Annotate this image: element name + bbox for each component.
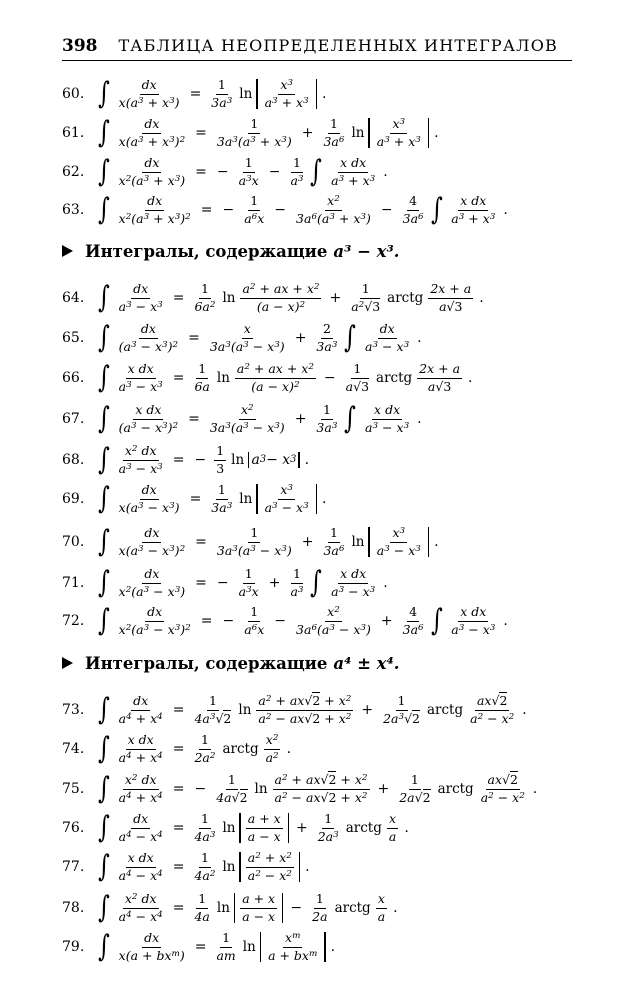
formula-66: [62, 356, 592, 400]
section-heading: [62, 236, 592, 266]
formula-number: 69.: [62, 491, 85, 507]
formula-64: [62, 276, 592, 320]
section-label: Интегралы, содержащие: [85, 241, 328, 261]
formula-number: 63.: [62, 202, 85, 218]
formula-body: ∫ $\frac{\text{x dx}}{a^4 - x^4}$ = $\frac{1}{4a^2}$ ln $\frac{a^2 + x^2}{a^2 - x^2}$ .: [97, 849, 310, 884]
formula-74: [62, 727, 592, 771]
formula-76: [62, 806, 592, 850]
section-math: a³ − x³.: [333, 241, 400, 261]
formula-67: [62, 397, 592, 441]
formula-number: 61.: [62, 125, 85, 141]
formula-number: 77.: [62, 859, 85, 875]
formula-body: ∫ $\frac{\text{x dx}}{a^4 + x^4}$ = $\frac{1}{2a^2}$ arctg $\frac{x^2}{a^2}$ .: [97, 731, 292, 766]
formula-number: 68.: [62, 452, 85, 468]
formula-body: ∫ $\frac{dx}{x^2(a^3 - x^3)}$ = − $\frac{1}{a^3x}$ + $\frac{1}{a^3}$ ∫ $\frac{\text{x dx}}{a^3 - x^3}$ .: [97, 565, 388, 600]
formula-73: [62, 688, 592, 732]
formula-number: 78.: [62, 900, 85, 916]
formula-body: ∫ $\frac{dx}{x(a + bx^m)}$ = $\frac{1}{am}$ ln $\frac{x^m}{a + bx^m}$ .: [97, 929, 336, 964]
formula-77: [62, 845, 592, 889]
formula-69: [62, 477, 592, 521]
formula-number: 73.: [62, 702, 85, 718]
formula-60: [62, 72, 592, 116]
formula-number: 74.: [62, 741, 85, 757]
formula-number: 79.: [62, 939, 85, 955]
formula-63: [62, 188, 592, 232]
formula-body: ∫ $\frac{dx}{(a^3 - x^3)^2}$ = $\frac{x}{3a^3(a^3 - x^3)}$ + $\frac{2}{3a^3}$ ∫ $\frac{dx}{a^3 - x^3}$ .: [97, 320, 422, 355]
formula-number: 76.: [62, 820, 85, 836]
formula-79: [62, 925, 592, 969]
formula-body: ∫ $\frac{dx}{x(a^3 + x^3)^2}$ = $\frac{1}{3a^3(a^3 + x^3)}$ + $\frac{1}{3a^6}$ ln $\frac{x^3}{a^3 + x^3}$ .: [97, 115, 439, 150]
formula-number: 67.: [62, 411, 85, 427]
page-header: [62, 34, 572, 61]
formula-body: ∫ $\frac{x^2 dx}{a^4 - x^4}$ = $\frac{1}{4a}$ ln $\frac{a + x}{a - x}$ − $\frac{1}{2a}$ arctg $\frac{x}{a}$ .: [97, 890, 398, 925]
formula-body: ∫ $\frac{\text{x dx}}{(a^3 - x^3)^2}$ = $\frac{x^2}{3a^3(a^3 - x^3)}$ + $\frac{1}{3a^3}$ ∫ $\frac{\text{x dx}}{a^3 - x^3}$ .: [97, 401, 422, 436]
formula-75: [62, 767, 592, 811]
triangle-bullet-icon: [62, 657, 73, 669]
formula-body: ∫ $\frac{dx}{a^4 + x^4}$ = $\frac{1}{4a^3√2}$ ln $\frac{a^2 + ax√2 + x^2}{a^2 - ax√2 + x^2}$ + $\frac{1}{2a^3√2}$ arctg $\frac{ax√2}{a^2 - x^2}$ .: [97, 692, 527, 727]
formula-number: 66.: [62, 370, 85, 386]
formula-body: ∫ $\frac{dx}{x^2(a^3 + x^3)^2}$ = − $\frac{1}{a^6x}$ − $\frac{x^2}{3a^6(a^3 + x^3)}$ − $\frac{4}{3a^6}$ ∫ $\frac{\text{x dx}}{a^3 + x^3}$ .: [97, 192, 508, 227]
page-title: ТАБЛИЦА НЕОПРЕДЕЛЕННЫХ ИНТЕГРАЛОВ: [118, 36, 558, 55]
formula-body: ∫ $\frac{dx}{x^2(a^3 + x^3)}$ = − $\frac{1}{a^3x}$ − $\frac{1}{a^3}$ ∫ $\frac{\text{x dx}}{a^3 + x^3}$ .: [97, 154, 388, 189]
formula-72: [62, 599, 592, 643]
formula-number: 72.: [62, 613, 85, 629]
triangle-bullet-icon: [62, 245, 73, 257]
formula-body: ∫ $\frac{x^2 dx}{a^4 + x^4}$ = − $\frac{1}{4a√2}$ ln $\frac{a^2 + ax√2 + x^2}{a^2 - ax√2 + x^2}$ + $\frac{1}{2a√2}$ arctg $\frac{ax√2}{a^2 - x^2}$ .: [97, 771, 538, 806]
formula-number: 71.: [62, 575, 85, 591]
formula-body: ∫ $\frac{\text{x dx}}{a^3 - x^3}$ = $\frac{1}{6a}$ ln $\frac{a^2 + ax + x^2}{(a - x)^2}$ − $\frac{1}{a√3}$ arctg $\frac{2x + a}{a√3}$ .: [97, 360, 473, 395]
formula-body: ∫ $\frac{dx}{a^3 - x^3}$ = $\frac{1}{6a^2}$ ln $\frac{a^2 + ax + x^2}{(a - x)^2}$ + $\frac{1}{a^2√3}$ arctg $\frac{2x + a}{a√3}$ .: [97, 280, 484, 315]
formula-body: ∫ $\frac{x^2 dx}{a^3 - x^3}$ = − $\frac{1}{3}$ ln a 3 − x 3 .: [97, 442, 310, 477]
formula-body: ∫ $\frac{dx}{a^4 - x^4}$ = $\frac{1}{4a^3}$ ln $\frac{a + x}{a - x}$ + $\frac{1}{2a^3}$ arctg $\frac{x}{a}$ .: [97, 810, 409, 845]
formula-body: ∫ $\frac{dx}{x(a^3 - x^3)}$ = $\frac{1}{3a^3}$ ln $\frac{x^3}{a^3 - x^3}$ .: [97, 481, 327, 516]
formula-number: 62.: [62, 164, 85, 180]
formula-number: 70.: [62, 534, 85, 550]
formula-body: ∫ $\frac{dx}{x^2(a^3 - x^3)^2}$ = − $\frac{1}{a^6x}$ − $\frac{x^2}{3a^6(a^3 - x^3)}$ + $\frac{4}{3a^6}$ ∫ $\frac{\text{x dx}}{a^3 - x^3}$ .: [97, 603, 508, 638]
section-heading: [62, 648, 592, 678]
formula-68: [62, 438, 592, 482]
formula-70: [62, 520, 592, 564]
section-math: a⁴ ± x⁴.: [333, 653, 400, 673]
formula-number: 75.: [62, 781, 85, 797]
section-label: Интегралы, содержащие: [85, 653, 328, 673]
formula-61: [62, 111, 592, 155]
formula-number: 60.: [62, 86, 85, 102]
page-number: 398: [62, 36, 98, 56]
formula-number: 65.: [62, 330, 85, 346]
formula-body: ∫ $\frac{dx}{x(a^3 - x^3)^2}$ = $\frac{1}{3a^3(a^3 - x^3)}$ + $\frac{1}{3a^6}$ ln $\frac{x^3}{a^3 - x^3}$ .: [97, 524, 439, 559]
formula-78: [62, 886, 592, 930]
formula-number: 64.: [62, 290, 85, 306]
formula-body: ∫ $\frac{dx}{x(a^3 + x^3)}$ = $\frac{1}{3a^3}$ ln $\frac{x^3}{a^3 + x^3}$ .: [97, 76, 327, 111]
formula-65: [62, 316, 592, 360]
